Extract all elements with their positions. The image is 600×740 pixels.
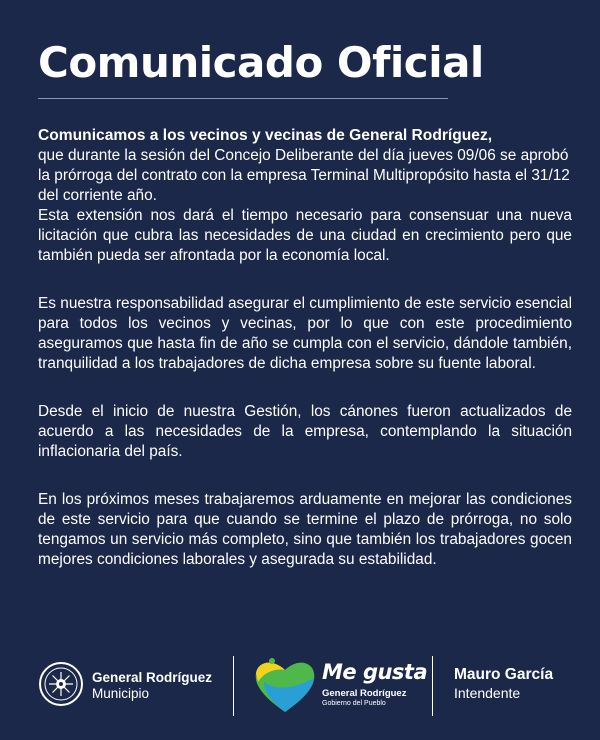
paragraph-4: Desde el inicio de nuestra Gestión, los cánones fueron actualizados de acuerdo a las necesidades de la empresa, contemplando la situación inflacionaria del país. — [38, 403, 572, 460]
communique-body — [38, 126, 572, 598]
brand-city: General Rodríguez — [322, 688, 407, 699]
municipality-name: General Rodríguez — [92, 670, 213, 685]
page-title: Comunicado Oficial — [38, 38, 484, 87]
heart-logo-icon — [252, 656, 318, 716]
footer — [0, 652, 600, 722]
municipal-seal-icon — [38, 661, 84, 707]
paragraph-2: Esta extensión nos dará el tiempo necesario para consensuar una nueva licitación que cubra las necesidades de una ciudad en crecimiento pero que también pueda ser afrontada por la economía local. — [38, 207, 572, 264]
signer-name: Mauro García — [454, 666, 554, 683]
paragraph-1: que durante la sesión del Concejo Deliberante del día jueves 09/06 se aprobó la prórroga del contrato con la empresa Terminal Multipropósito hasta el 31/12 del corriente año. — [38, 147, 570, 204]
brand-subtitle: Gobierno del Pueblo — [322, 700, 386, 707]
signer-role: Intendente — [454, 685, 521, 701]
paragraph-5: En los próximos meses trabajaremos arduamente en mejorar las condiciones de este servicio para que cuando se termine el plazo de prórroga, no solo tengamos un servicio más completo, sino que también los trabajadores gocen mejores condiciones laborales y asegurada su estabilidad. — [38, 491, 572, 568]
brand-slogan: Me gusta — [322, 660, 428, 684]
footer-divider — [233, 656, 234, 716]
municipality-label: Municipio — [92, 686, 150, 701]
footer-divider — [432, 656, 433, 716]
paragraph-3: Es nuestra responsabilidad asegurar el cumplimiento de este servicio esencial para todos los vecinos y vecinas, por lo que con este procedimiento aseguramos que hasta fin de año se cumpla con el servicio, dándole también, tranquilidad a los trabajadores de dicha empresa sobre su fuente laboral. — [38, 295, 572, 372]
title-divider — [38, 98, 448, 99]
lead-line: Comunicamos a los vecinos y vecinas de General Rodríguez, — [38, 127, 493, 144]
